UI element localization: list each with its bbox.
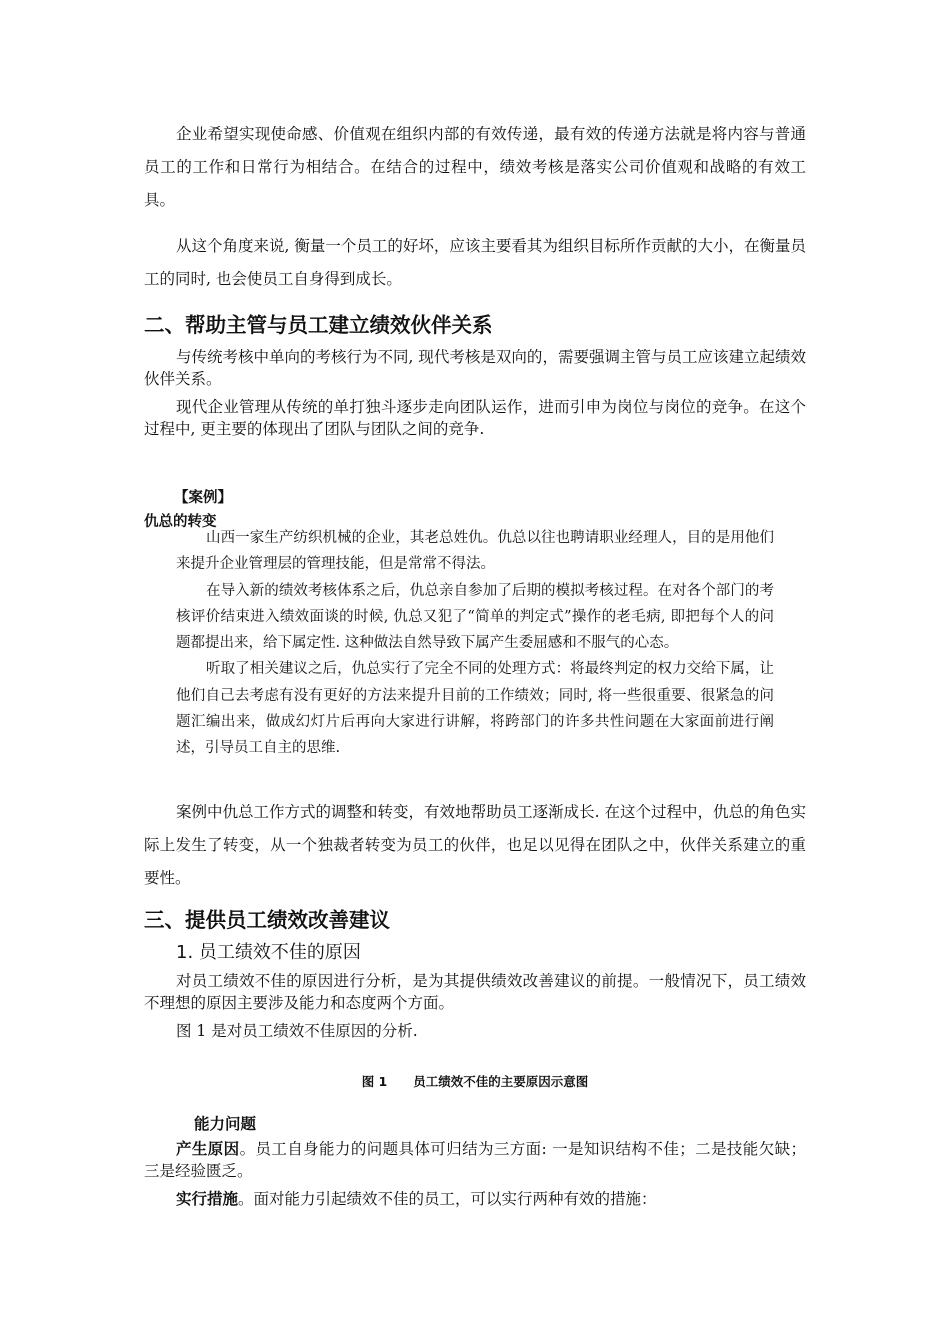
case-paragraph-3: 听取了相关建议之后，仇总实行了完全不同的处理方式：将最终判定的权力交给下属，让他们自己去考虑有没有更好的方法来提升目前的工作绩效；同时, 将一些很重要、很紧急的问题汇编出来，做成幻灯片后再向大家进行讲解，将跨部门的许多共性问题在大家面前进行阐述，引导员工自主的思维. — [176, 661, 774, 757]
case-title: 仇总的转变 — [144, 514, 217, 530]
intro-paragraph-2: 从这个角度来说, 衡量一个员工的好坏，应该主要看其为组织目标所作贡献的大小，在衡量员工的同时, 也会使员工自身得到成长。 — [144, 237, 806, 288]
measure-paragraph — [144, 1188, 806, 1210]
cause-text: 。员工自身能力的问题具体可归结为三方面: 一是知识结构不佳；二是技能欠缺；三是经验匮乏。 — [144, 1140, 806, 1180]
case-paragraph-2: 在导入新的绩效考核体系之后，仇总亲自参加了后期的模拟考核过程。在对各个部门的考核评价结束进入绩效面谈的时候, 仇总又犯了“简单的判定式”操作的老毛病, 即把每个人的问题都提出来，给下属定性. 这种做法自然导致下属产生委屈感和不服气的心态。 — [176, 582, 774, 652]
ability-heading: 能力问题 — [194, 1115, 257, 1133]
section-2-paragraph-2: 现代企业管理从传统的单打独斗逐步走向团队运作，进而引申为岗位与岗位的竞争。在这个过程中, 更主要的体现出了团队与团队之间的竞争. — [144, 398, 806, 438]
figure-label: 图 1 — [361, 1074, 388, 1089]
measure-text: 。面对能力引起绩效不佳的员工，可以实行两种有效的措施： — [238, 1190, 657, 1208]
section-3-paragraph-1: 对员工绩效不佳的原因进行分析，是为其提供绩效改善建议的前提。一般情况下，员工绩效不理想的原因主要涉及能力和态度两个方面。 — [144, 972, 806, 1012]
cause-lead: 产生原因 — [176, 1140, 240, 1158]
measure-lead: 实行措施 — [176, 1190, 239, 1208]
intro-paragraph-1: 企业希望实现使命感、价值观在组织内部的有效传递，最有效的传递方法就是将内容与普通员工的工作和日常行为相结合。在结合的过程中，绩效考核是落实公司价值观和战略的有效工具。 — [144, 125, 806, 209]
figure-caption — [0, 1072, 950, 1090]
figure-title: 员工绩效不佳的主要原因示意图 — [413, 1074, 589, 1089]
section-2-paragraph-1: 与传统考核中单向的考核行为不同, 现代考核是双向的，需要强调主管与员工应该建立起绩效伙伴关系。 — [144, 348, 806, 388]
after-case-paragraph: 案例中仇总工作方式的调整和转变，有效地帮助员工逐渐成长. 在这个过程中，仇总的角色实际上发生了转变，从一个独裁者转变为员工的伙伴，也足以见得在团队之中，伙伴关系建立的重要性。 — [144, 803, 806, 887]
section-3-subheading: 1. 员工绩效不佳的原因 — [176, 942, 361, 963]
section-3-heading: 三、提供员工绩效改善建议 — [144, 908, 390, 932]
cause-paragraph — [144, 1138, 806, 1182]
section-3-paragraph-2: 图 1 是对员工绩效不佳原因的分析. — [176, 1022, 418, 1040]
case-tag: 【案例】 — [174, 490, 232, 506]
case-paragraph-1: 山西一家生产纺织机械的企业，其老总姓仇。仇总以往也聘请职业经理人，目的是用他们来提升企业管理层的管理技能，但是常常不得法。 — [176, 530, 774, 573]
case-body — [176, 525, 774, 762]
section-2-heading: 二、帮助主管与员工建立绩效伙伴关系 — [144, 313, 493, 337]
